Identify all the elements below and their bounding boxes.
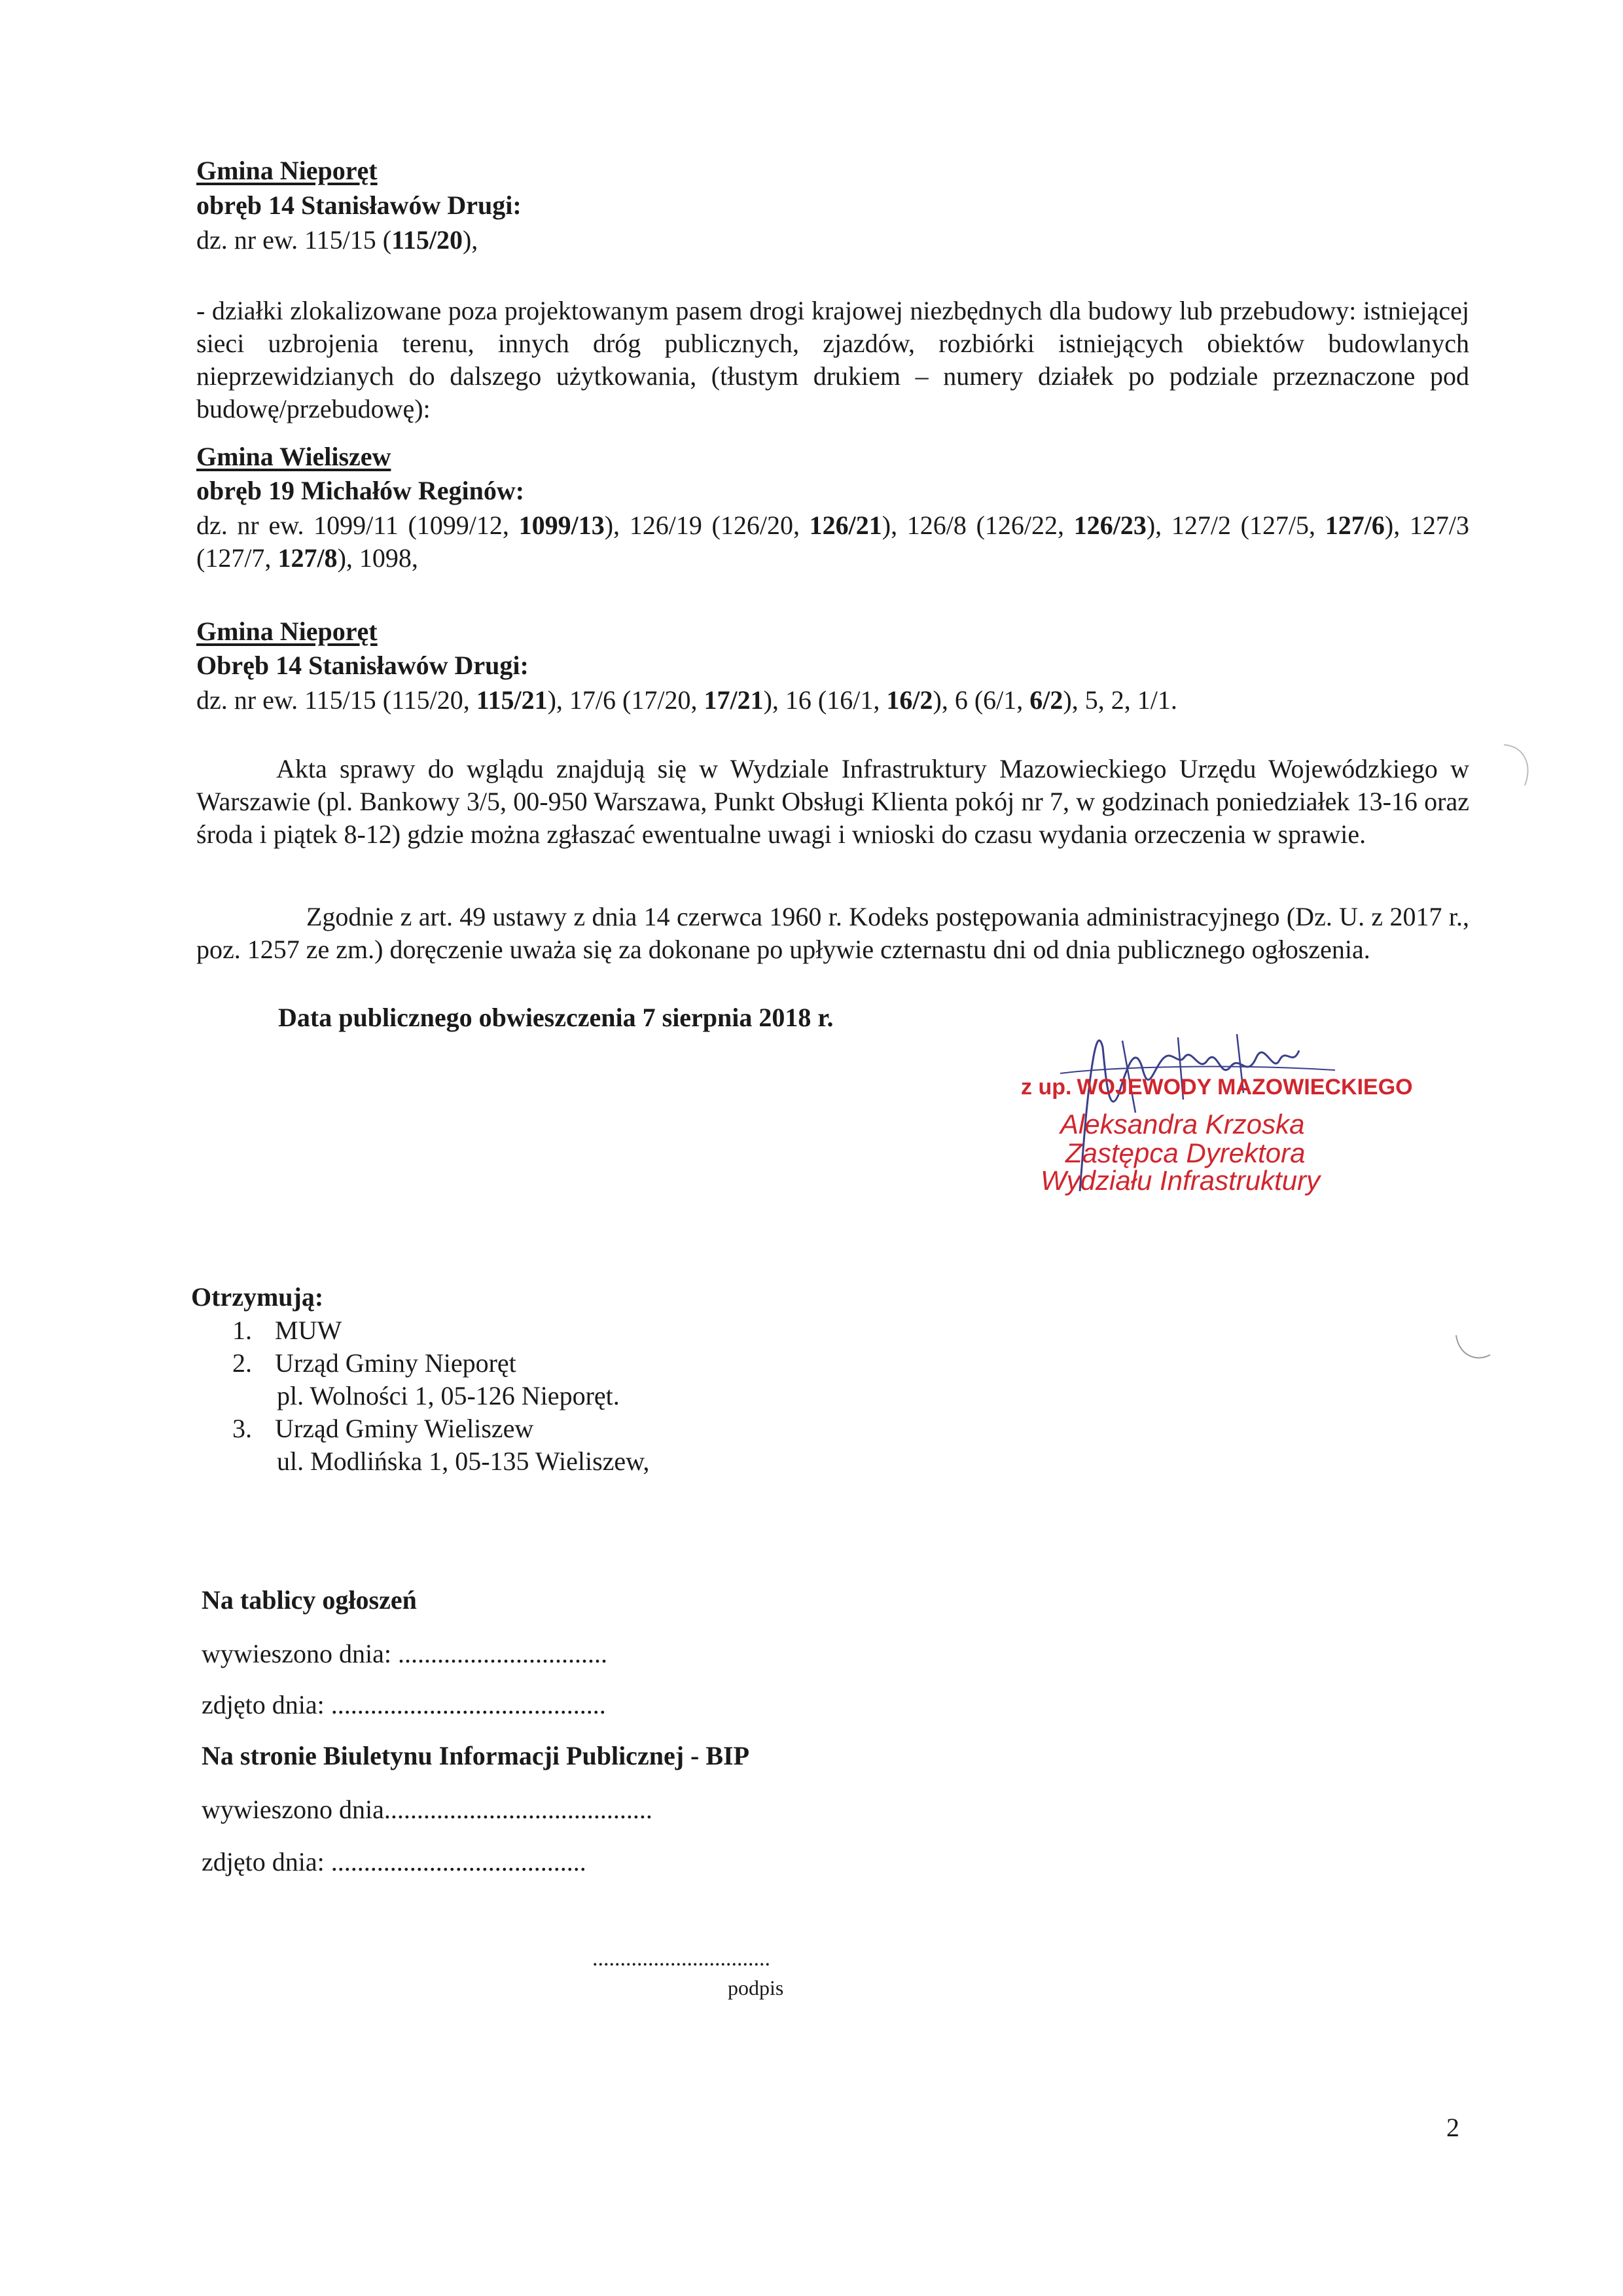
- stamp-department: Wydziału Infrastruktury: [1041, 1165, 1321, 1196]
- parcel-text: ), 16 (16/1,: [763, 685, 887, 715]
- parcel-bold: 6/2: [1029, 685, 1063, 715]
- parcel-bold: 1099/13: [518, 511, 605, 540]
- gmina-wieliszew-heading: Gmina Wieliszew: [196, 442, 391, 471]
- recipient-text: ul. Modlińska 1, 05-135 Wieliszew,: [277, 1446, 650, 1476]
- recipient-text: MUW: [275, 1316, 342, 1345]
- parcel-bold: 126/21: [809, 511, 882, 540]
- bip-title: Na stronie Biuletynu Informacji Publicznej - BIP: [202, 1741, 750, 1770]
- recipients-title: Otrzymują:: [191, 1282, 324, 1312]
- legal-basis-paragraph: Zgodnie z art. 49 ustawy z dnia 14 czerwca 1960 r. Kodeks postępowania administracyjnego (Dz. U. z 2017 r., poz. 1257 ze zm.) doręczenie uważa się za dokonane po upływie czternastu dni od dnia publicznego ogłoszenia.: [196, 902, 1469, 964]
- parcel-bold: 115/20: [391, 225, 463, 255]
- stamp-position: Zastępca Dyrektora: [1065, 1138, 1306, 1168]
- parcel-text: ), 6 (6/1,: [933, 685, 1030, 715]
- official-stamp: [1021, 1021, 1413, 1217]
- akta-paragraph: Akta sprawy do wglądu znajdują się w Wydziale Infrastruktury Mazowieckiego Urzędu Wojewódzkiego w Warszawie (pl. Bankowy 3/5, 00-950 Warszawa, Punkt Obsługi Klienta pokój nr 7, w godzinach poniedziałek 13-16 oraz środa i piątek 8-12) gdzie można zgłaszać ewentualne uwagi i wnioski do czasu wydania orzeczenia w sprawie.: [196, 754, 1469, 849]
- parcel-text: ),: [462, 225, 478, 255]
- parcel-text: ), 5, 2, 1/1.: [1063, 685, 1177, 715]
- parcel-bold: 127/6: [1325, 511, 1385, 540]
- stamp-prefix: z up.: [1021, 1075, 1072, 1100]
- parcel-bold: 17/21: [704, 685, 764, 715]
- recipient-line: [232, 1347, 821, 1380]
- parcel-text: ), 17/6 (17/20,: [547, 685, 704, 715]
- recipients-list: [232, 1314, 821, 1478]
- recipient-line: [232, 1314, 821, 1347]
- signature-label: podpis: [728, 1976, 784, 2000]
- recipient-line: [232, 1445, 821, 1478]
- parcel-text: ), 126/19 (126/20,: [604, 511, 810, 540]
- recipient-text: Urząd Gminy Wieliszew: [275, 1414, 534, 1443]
- stamp-name: Aleksandra Krzoska: [1060, 1109, 1305, 1139]
- parcel-text: dz. nr ew. 115/15 (: [196, 225, 392, 255]
- parcel-text: ), 126/8 (126/22,: [882, 511, 1074, 540]
- publication-date: Data publicznego obwieszczenia 7 sierpnia 2018 r.: [278, 1003, 834, 1032]
- parcel-text: ), 1098,: [337, 543, 418, 573]
- parcel-text: ), 127/2 (127/5,: [1146, 511, 1325, 540]
- parcel-list-3: [196, 684, 1177, 717]
- obreb-heading-2: obręb 19 Michałów Reginów:: [196, 476, 525, 505]
- parcel-bold: 126/23: [1073, 511, 1147, 540]
- recipient-line: [232, 1380, 821, 1412]
- gmina-nieporet-heading-2: Gmina Nieporęt: [196, 617, 378, 646]
- notice-board-title: Na tablicy ogłoszeń: [202, 1585, 417, 1615]
- parcel-bold: 115/21: [476, 685, 548, 715]
- recipient-line: [232, 1412, 821, 1445]
- recipient-number: 1.: [232, 1316, 252, 1345]
- page-number: 2: [1446, 2113, 1459, 2142]
- stamp-authority-line: [1021, 1075, 1413, 1100]
- parcel-text: dz. nr ew. 115/15 (115/20,: [196, 685, 476, 715]
- recipient-text: pl. Wolności 1, 05-126 Nieporęt.: [277, 1381, 620, 1410]
- parcel-text: ), 127/3 (127/7,: [196, 511, 1469, 573]
- recipient-number: 3.: [232, 1414, 252, 1443]
- stamp-authority: WOJEWODY MAZOWIECKIEGO: [1077, 1075, 1413, 1100]
- bip-posted: wywieszono dnia.........................................: [202, 1795, 652, 1824]
- punch-hole-mark-icon: [1450, 1329, 1495, 1368]
- bip-removed: zdjęto dnia: .......................................: [202, 1847, 586, 1876]
- parcel-list-2: [196, 509, 1469, 575]
- intro-paragraph: - działki zlokalizowane poza projektowanym pasem drogi krajowej niezbędnych dla budowy lub przebudowy: istniejącej sieci uzbrojenia terenu, innych dróg publicznych, zjazdów, rozbiórki istniejących obiektów budowlanych nieprzewidzianych do dalszego użytkowania, (tłustym drukiem – numery działek po podziale przeznaczone pod budowę/przebudowę):: [196, 296, 1469, 423]
- recipient-text: Urząd Gminy Nieporęt: [275, 1348, 516, 1378]
- obreb-heading-3: Obręb 14 Stanisławów Drugi:: [196, 651, 529, 680]
- parcel-bold: 127/8: [277, 543, 338, 573]
- notice-board-posted: wywieszono dnia: ................................: [202, 1639, 607, 1668]
- notice-board-removed: zdjęto dnia: ..........................................: [202, 1690, 606, 1719]
- signature-dots: ................................: [592, 1946, 770, 1971]
- punch-hole-mark-icon: [1499, 740, 1538, 792]
- recipient-number: 2.: [232, 1348, 252, 1378]
- parcel-list-1: [196, 224, 478, 257]
- gmina-nieporet-heading-1: Gmina Nieporęt: [196, 156, 378, 185]
- obreb-heading-1: obręb 14 Stanisławów Drugi:: [196, 190, 522, 220]
- parcel-bold: 16/2: [886, 685, 933, 715]
- parcel-text: dz. nr ew. 1099/11 (1099/12,: [196, 511, 519, 540]
